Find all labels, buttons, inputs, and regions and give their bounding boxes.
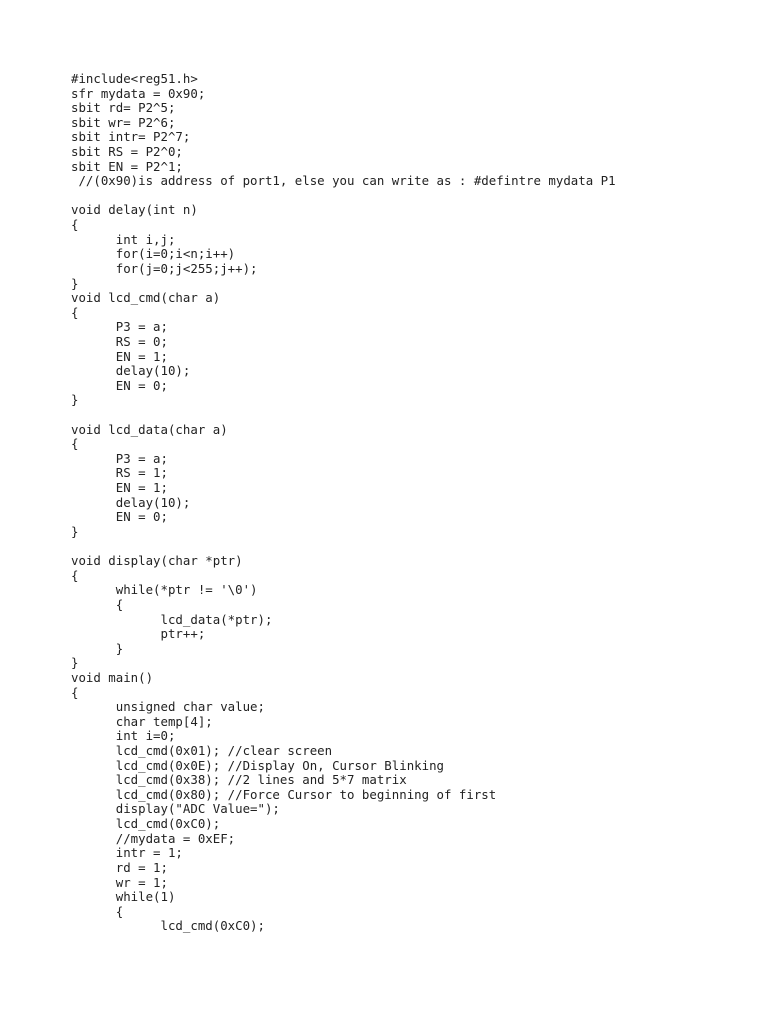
- code-line: void lcd_data(char a): [71, 421, 228, 437]
- code-line: {: [71, 436, 79, 452]
- code-line: #include<reg51.h>: [71, 71, 198, 86]
- code-line: for(i=0;i<n;i++): [71, 246, 236, 262]
- code-line: lcd_cmd(0x80); //Force Cursor to beginning of first: [71, 786, 497, 802]
- code-line: while(*ptr != '\0'): [71, 582, 258, 598]
- code-line: lcd_data(*ptr);: [71, 611, 273, 627]
- code-line: sbit rd= P2^5;: [71, 100, 176, 116]
- code-line: }: [71, 640, 124, 656]
- code-line: EN = 0;: [71, 509, 168, 525]
- code-line: EN = 1;: [71, 480, 168, 496]
- code-line: lcd_cmd(0xC0);: [71, 918, 265, 934]
- code-line: void display(char *ptr): [71, 553, 243, 569]
- code-line: P3 = a;: [71, 450, 168, 466]
- code-line: [71, 408, 616, 423]
- code-line: intr = 1;: [71, 845, 183, 861]
- code-line: void main(): [71, 669, 154, 685]
- code-line: {: [71, 217, 79, 233]
- code-line: int i=0;: [71, 728, 176, 744]
- code-line: }: [71, 392, 79, 408]
- code-line: //mydata = 0xEF;: [71, 830, 236, 846]
- code-line: delay(10);: [71, 363, 191, 379]
- code-line: lcd_cmd(0x01); //clear screen: [71, 743, 333, 759]
- code-line: for(j=0;j<255;j++);: [71, 260, 258, 276]
- code-line: void lcd_cmd(char a): [71, 290, 221, 306]
- code-line: unsigned char value;: [71, 699, 265, 715]
- code-line: lcd_cmd(0x0E); //Display On, Cursor Blinking: [71, 757, 444, 773]
- code-line: }: [71, 523, 79, 539]
- code-line: char temp[4];: [71, 713, 213, 729]
- code-line: sbit intr= P2^7;: [71, 129, 191, 145]
- code-line: lcd_cmd(0xC0);: [71, 816, 221, 832]
- code-line: sfr mydata = 0x90;: [71, 85, 206, 101]
- code-line: sbit RS = P2^0;: [71, 144, 183, 160]
- code-line: rd = 1;: [71, 859, 168, 875]
- code-line: sbit EN = P2^1;: [71, 158, 183, 174]
- code-line: RS = 0;: [71, 333, 168, 349]
- code-line: }: [71, 655, 79, 671]
- code-line: wr = 1;: [71, 874, 168, 890]
- code-line: //(0x90)is address of port1, else you can write as : #defintre mydata P1: [71, 173, 616, 189]
- code-line: P3 = a;: [71, 319, 168, 335]
- code-line: }: [71, 275, 79, 291]
- code-line: delay(10);: [71, 494, 191, 510]
- code-line: EN = 1;: [71, 348, 168, 364]
- code-line: display("ADC Value=");: [71, 801, 280, 817]
- code-line: while(1): [71, 889, 176, 905]
- code-line: {: [71, 304, 79, 320]
- code-line: lcd_cmd(0x38); //2 lines and 5*7 matrix: [71, 772, 407, 788]
- code-line: {: [71, 567, 79, 583]
- code-line: EN = 0;: [71, 377, 168, 393]
- code-line: int i,j;: [71, 231, 176, 247]
- code-line: {: [71, 903, 124, 919]
- code-line: sbit wr= P2^6;: [71, 114, 176, 130]
- code-line: [71, 540, 616, 555]
- code-line: {: [71, 684, 79, 700]
- code-line: void delay(int n): [71, 202, 198, 218]
- code-line: [71, 189, 616, 204]
- code-line: {: [71, 596, 124, 612]
- code-line: ptr++;: [71, 626, 206, 642]
- code-line: RS = 1;: [71, 465, 168, 481]
- code-listing: [71, 72, 616, 934]
